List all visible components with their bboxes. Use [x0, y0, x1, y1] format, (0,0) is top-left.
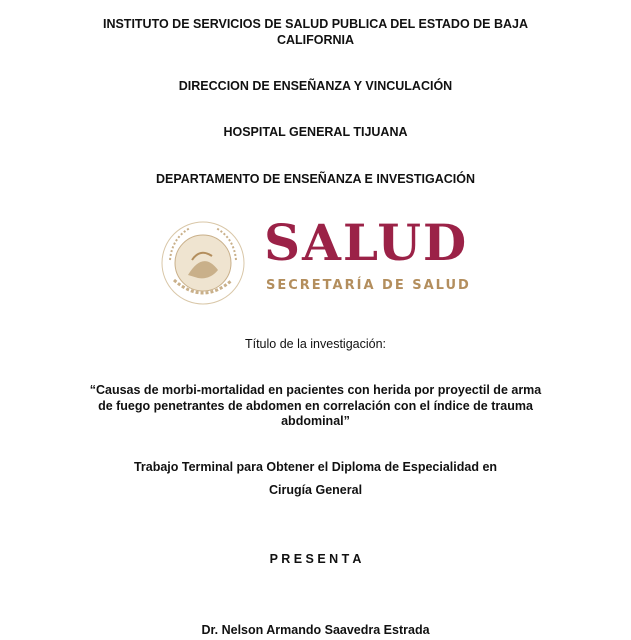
thesis-line1: Trabajo Terminal para Obtener el Diploma de Especialidad en	[133, 460, 498, 474]
author-name: Dr. Nelson Armando Saavedra Estrada	[201, 623, 430, 637]
research-title-line2: de fuego penetrantes de abdomen en correlación con el índice de trauma	[98, 399, 533, 413]
institute-heading-cont: CALIFORNIA	[276, 33, 355, 47]
research-title-line3: abdominal”	[281, 414, 350, 428]
thesis-line2: Cirugía General	[268, 483, 363, 497]
presenta-heading: P R E S E N T A	[269, 552, 362, 566]
salud-wordmark: SALUD	[264, 213, 469, 272]
research-label: Título de la investigación:	[244, 337, 387, 351]
research-title-line1: “Causas de morbi-mortalidad en pacientes con herida por proyectil de arma	[89, 383, 542, 397]
direction-heading: DIRECCION DE ENSEÑANZA Y VINCULACIÓN	[178, 79, 453, 93]
salud-logo	[160, 214, 490, 304]
secretaria-subtitle: SECRETARÍA DE SALUD	[266, 278, 471, 293]
hospital-heading: HOSPITAL GENERAL TIJUANA	[223, 125, 408, 139]
department-heading: DEPARTAMENTO DE ENSEÑANZA E INVESTIGACIÓN	[155, 172, 475, 186]
mexican-seal-icon	[160, 220, 246, 306]
institute-heading: INSTITUTO DE SERVICIOS DE SALUD PUBLICA DEL ESTADO DE BAJA	[102, 17, 529, 31]
